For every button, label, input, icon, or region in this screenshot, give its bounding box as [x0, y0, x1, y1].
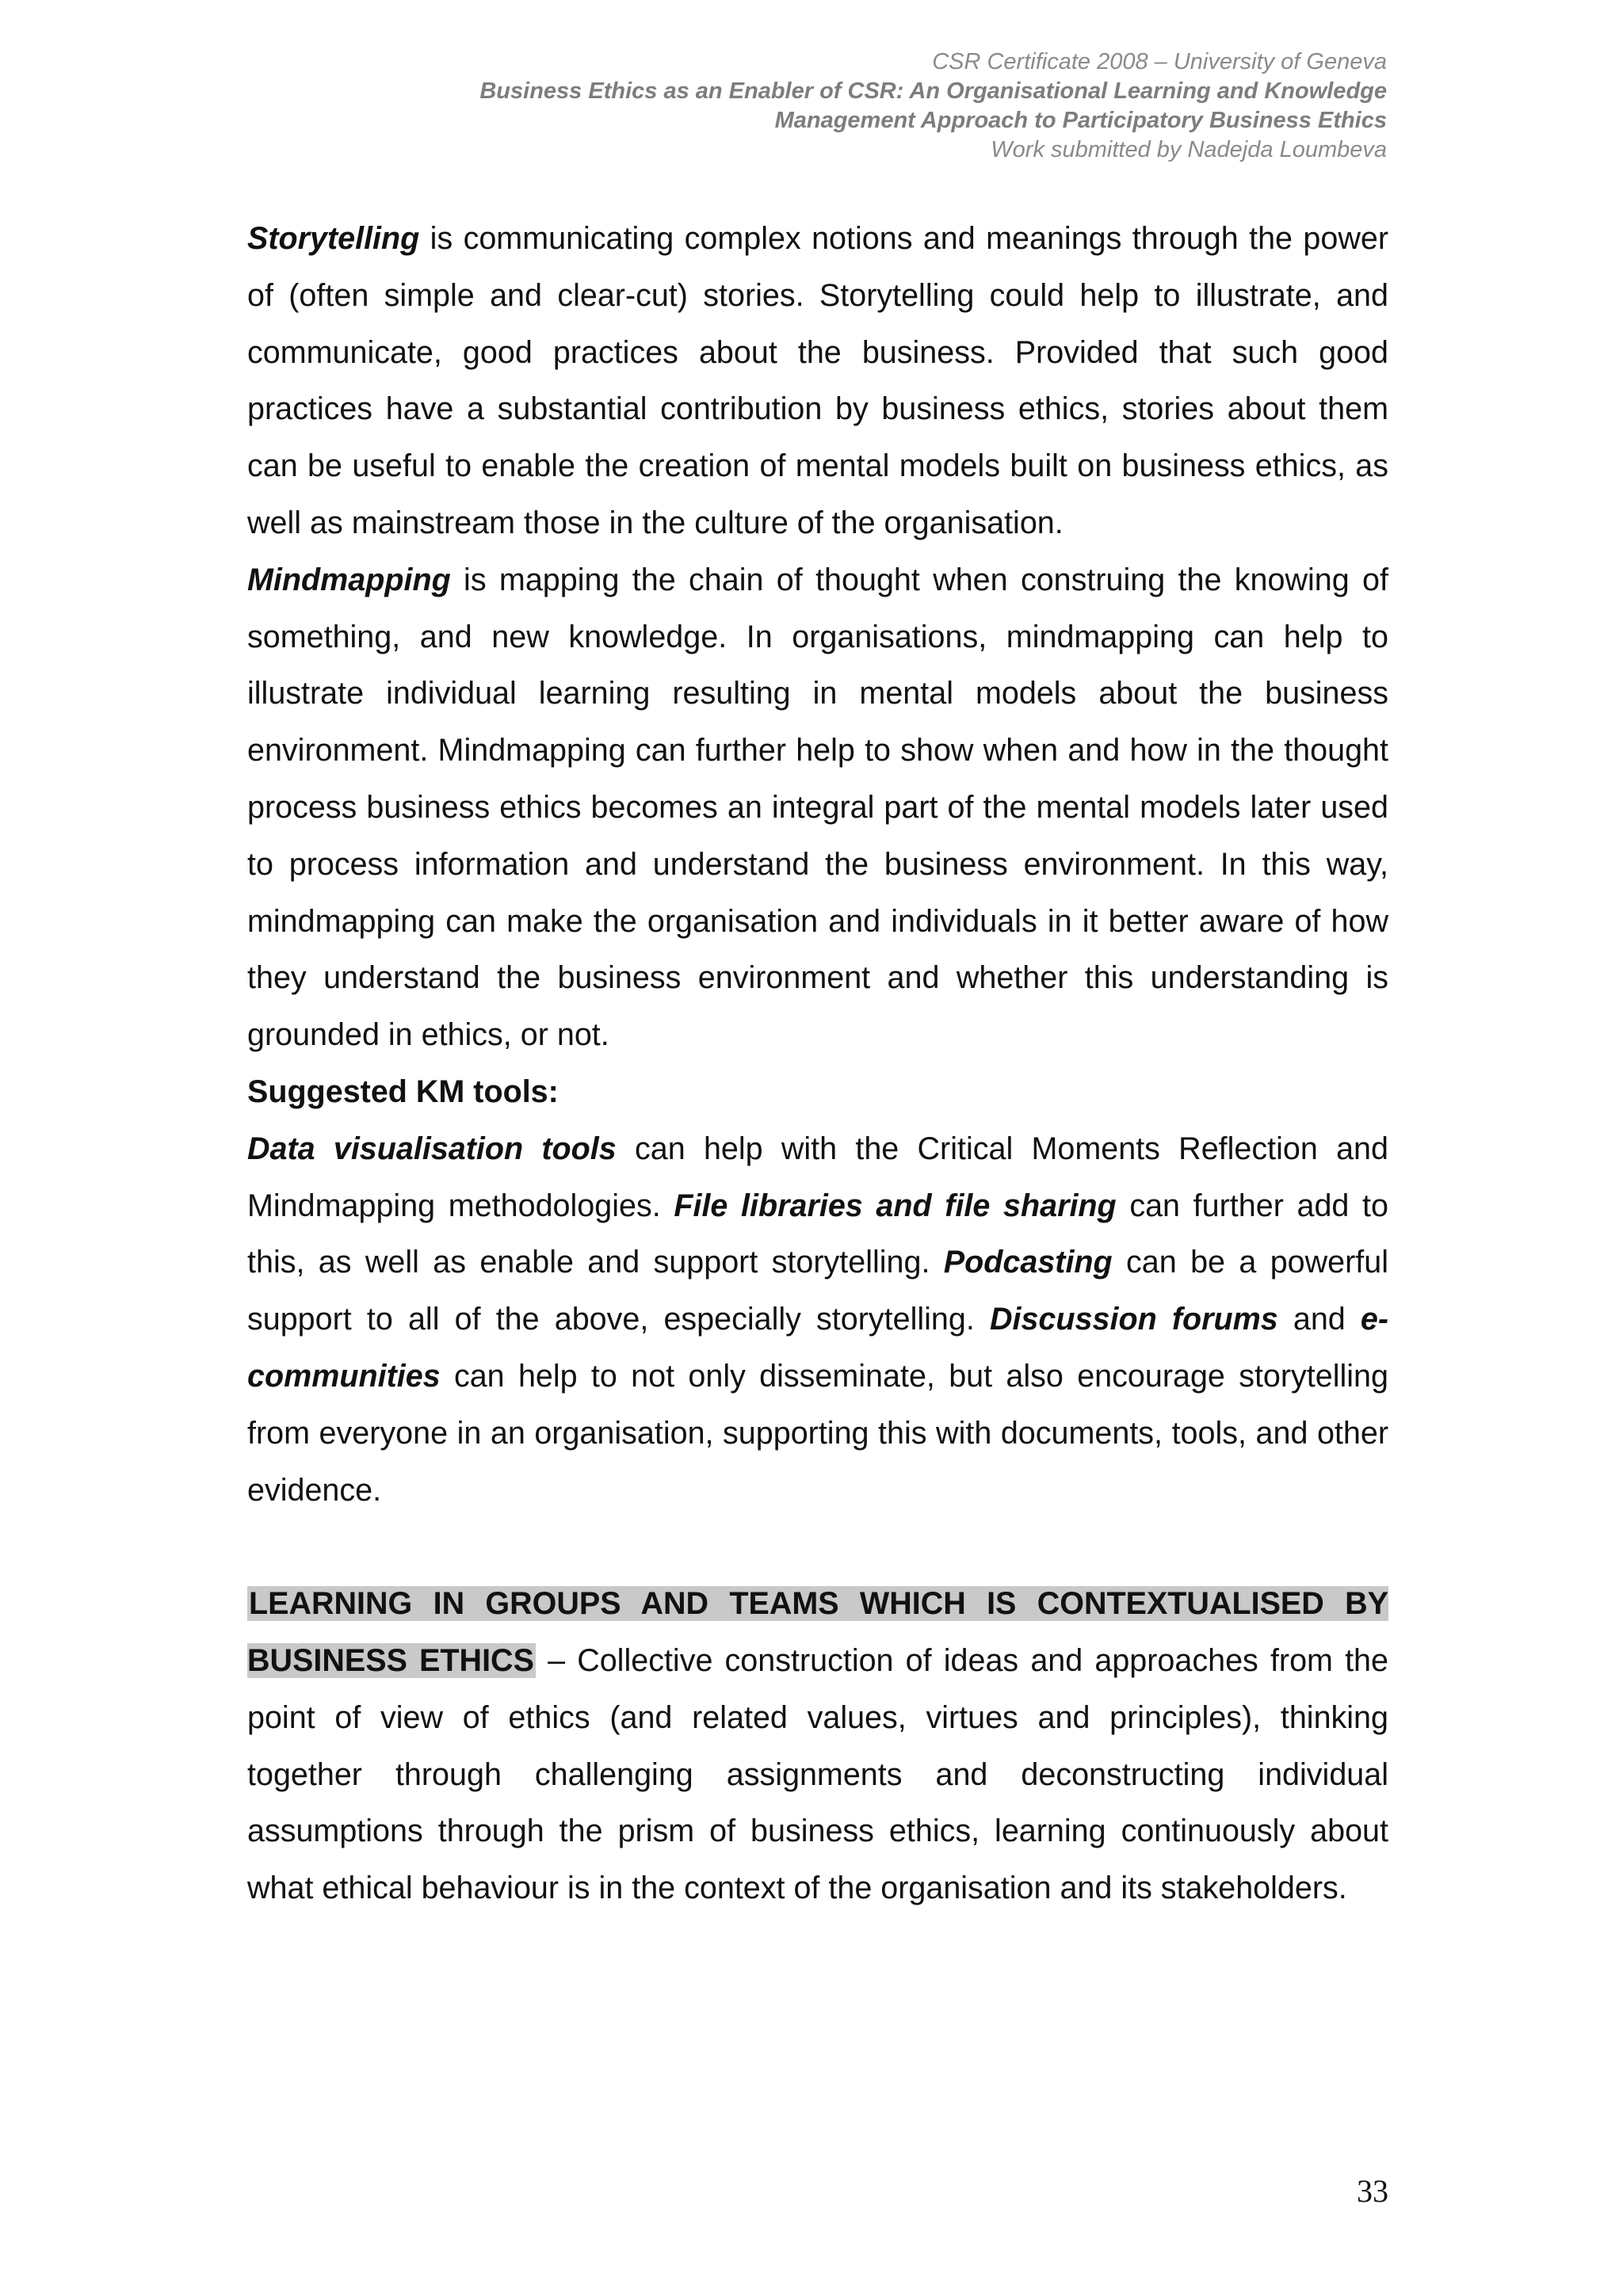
storytelling-text: is communicating complex notions and meanings through the power of (often simple and clear-cut) stories. Storytelling could help to illustrate, and communicate, good practices about the business. Provided that such good practices have a substantial contribution by business ethics, stories about them can be useful to enable the creation of mental models built on business ethics, as well as mainstream those in the culture of the organisation.	[247, 221, 1388, 540]
learning-groups-paragraph	[247, 1576, 1388, 1917]
learning-groups-text: – Collective construction of ideas and approaches from the point of view of ethics (and related values, virtues and principles), thinking together through challenging assignments and deconstructing individual assumptions through the prism of business ethics, learning continuously about what ethical behaviour is in the context of the organisation and its stakeholders.	[247, 1642, 1388, 1906]
km-text-1: can help with the Critical Moments Reflection and Mindmapping methodologies.	[247, 1131, 1388, 1223]
km-text-2: can further add to this, as well as enable and support storytelling.	[247, 1188, 1389, 1280]
storytelling-term: Storytelling	[247, 221, 420, 256]
mindmapping-term: Mindmapping	[247, 562, 451, 597]
header-author-line: Work submitted by Nadejda Loumbeva	[991, 137, 1387, 162]
km-term-file-libraries: File libraries and file sharing	[674, 1188, 1117, 1223]
body-text	[247, 211, 1388, 1917]
header-course-line: CSR Certificate 2008 – University of Geneva	[932, 49, 1387, 74]
paragraph-spacer	[247, 1519, 1388, 1576]
km-term-data-visualisation: Data visualisation tools	[247, 1131, 617, 1166]
running-header	[198, 48, 1387, 165]
header-title-line-1: Business Ethics as an Enabler of CSR: An Organisational Learning and Knowledge	[479, 78, 1387, 104]
header-title-line-2: Management Approach to Participatory Business Ethics	[774, 108, 1387, 133]
storytelling-paragraph	[247, 211, 1388, 552]
km-term-podcasting: Podcasting	[943, 1245, 1113, 1280]
km-tools-paragraph	[247, 1121, 1388, 1520]
mindmapping-paragraph	[247, 552, 1388, 1064]
km-tools-heading: Suggested KM tools:	[247, 1074, 559, 1109]
page-number: 33	[1357, 2173, 1388, 2209]
km-text-5: can help to not only disseminate, but also encourage storytelling from everyone in an organisation, supporting this with documents, tools, and other evidence.	[247, 1358, 1388, 1508]
km-term-discussion-forums: Discussion forums	[989, 1302, 1278, 1337]
km-text-3: can be a powerful support to all of the above, especially storytelling.	[247, 1245, 1389, 1337]
km-text-4: and	[1277, 1302, 1361, 1337]
km-term-e-communities: e-communities	[247, 1302, 1389, 1394]
learning-groups-heading: LEARNING IN GROUPS AND TEAMS WHICH IS CONTEXTUALISED BY BUSINESS ETHICS	[247, 1586, 1388, 1678]
mindmapping-text: is mapping the chain of thought when construing the knowing of something, and new knowledge. In organisations, mindmapping can help to illustrate individual learning resulting in mental models about the business environment. Mindmapping can further help to show when and how in the thought process business ethics becomes an integral part of the mental models later used to process information and understand the business environment. In this way, mindmapping can make the organisation and individuals in it better aware of how they understand the business environment and whether this understanding is grounded in ethics, or not.	[247, 562, 1388, 1053]
